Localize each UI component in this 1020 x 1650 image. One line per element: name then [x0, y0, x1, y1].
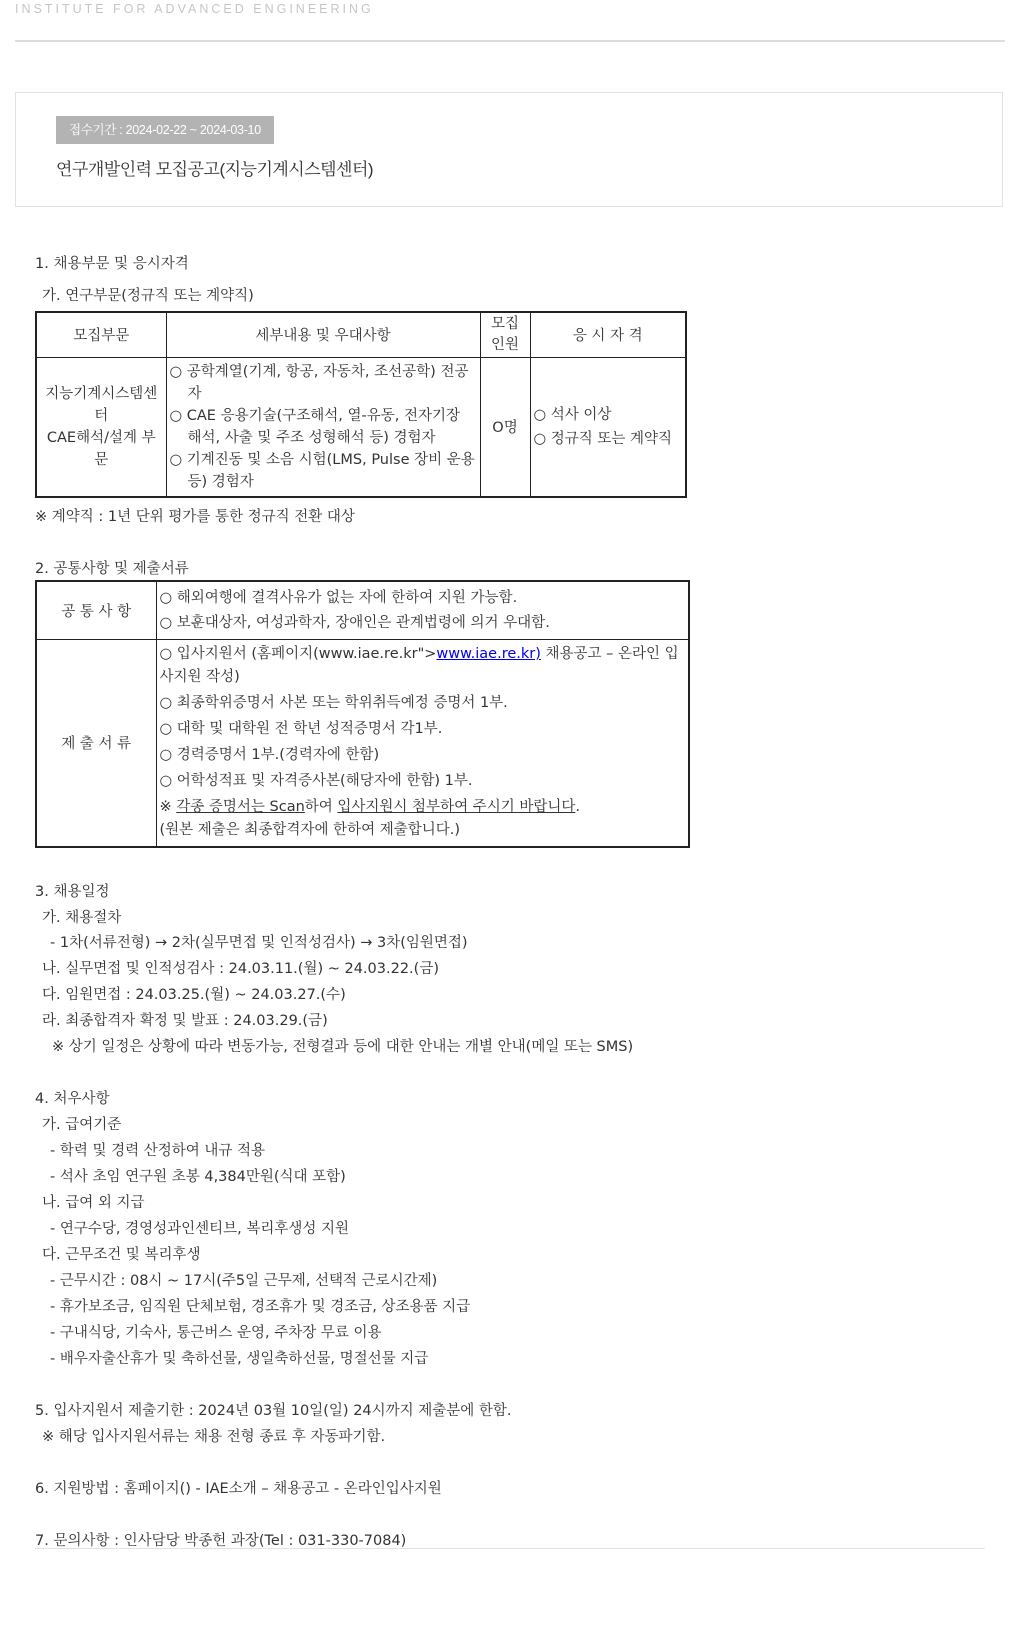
- common-item: ○ 보훈대상자, 여성과학자, 장애인은 관계법령에 의거 우대함.: [159, 614, 550, 631]
- qualification-item: ○ 석사 이상: [533, 406, 612, 423]
- benefit-c3: - 구내식당, 기숙사, 통근버스 운영, 주차장 무료 이용: [50, 1325, 382, 1341]
- detail-item: ○ 기계진동 및 소음 시험(LMS, Pulse 장비 운용 등) 경험자: [169, 451, 475, 490]
- common-row: [36, 581, 689, 639]
- schedule-a1: - 1차(서류전형) → 2차(실무면접 및 인적성검사) → 3차(임원면접): [50, 935, 468, 951]
- section-7-heading: 7. 문의사항 : 인사담당 박종헌 과장(Tel : 031-330-7084): [35, 1533, 407, 1549]
- notice-title: 연구개발인력 모집공고(지능기계시스템센터): [56, 160, 374, 179]
- benefit-c2: - 휴가보조금, 임직원 단체보험, 경조휴가 및 경조금, 상조용품 지급: [50, 1299, 471, 1315]
- scan-note-text: ※: [159, 799, 177, 816]
- doc-item-application: [160, 643, 686, 689]
- common-label: 공 통 사 항: [36, 581, 156, 639]
- section-1-heading: 1. 채용부문 및 응시자격: [35, 256, 189, 272]
- dept-cell: 지능기계시스템센터 CAE해석/설계 부문: [36, 357, 166, 497]
- docs-label: 제 출 서 류: [36, 639, 156, 847]
- recruit-table-header-row: [36, 312, 686, 357]
- schedule-note: ※ 상기 일정은 상황에 따라 변동가능, 전형결과 등에 대한 안내는 개별 안내(메일 또는 SMS): [52, 1039, 634, 1055]
- th-qualifications: 응 시 자 격: [530, 312, 686, 357]
- schedule-a: 가. 채용절차: [42, 910, 122, 926]
- th-dept: 모집부문: [36, 312, 166, 357]
- requirements-table: [35, 580, 690, 848]
- schedule-c: 다. 임원면접 : 24.03.25.(월) ~ 24.03.27.(수): [42, 987, 346, 1003]
- qualifications-cell: [530, 357, 686, 497]
- section-2-heading: 2. 공통사항 및 제출서류: [35, 561, 189, 577]
- common-item: ○ 해외여행에 결격사유가 없는 자에 한하여 지원 가능함.: [159, 589, 518, 606]
- section-1-sub: 가. 연구부문(정규직 또는 계약직): [42, 288, 254, 304]
- bottom-divider: [35, 1548, 985, 1549]
- section-5-heading: 5. 입사지원서 제출기한 : 2024년 03월 10일(일) 24시까지 제출분에 한함.: [35, 1403, 512, 1419]
- scan-note-text: 각종 증명서는 Scan: [176, 799, 305, 816]
- recruit-table: [35, 311, 687, 498]
- th-headcount: 모집 인원: [480, 312, 530, 357]
- headcount-cell: O명: [480, 357, 530, 497]
- original-note: (원본 제출은 최종합격자에 한하여 제출합니다.): [159, 822, 460, 839]
- scan-note-text: 입사지원시 첨부하여 주시기 바랍니다: [337, 799, 576, 816]
- scan-note-text: 하여: [304, 799, 338, 816]
- docs-row: [36, 639, 689, 847]
- period-badge: 접수기간 : 2024-02-22 ~ 2024-03-10: [56, 116, 274, 144]
- doc-item: ○ 경력증명서 1부.(경력자에 한함): [159, 747, 380, 764]
- benefit-b: 나. 급여 외 지급: [42, 1195, 145, 1211]
- doc-item: ○ 대학 및 대학원 전 학년 성적증명서 각1부.: [159, 721, 443, 738]
- schedule-b: 나. 실무면접 및 인적성검사 : 24.03.11.(월) ~ 24.03.22.(금): [42, 961, 439, 977]
- details-cell: [166, 357, 480, 497]
- docs-cell: [156, 639, 689, 847]
- recruit-table-row: [36, 357, 686, 497]
- benefit-c4: - 배우자출산휴가 및 축하선물, 생일축하선물, 명절선물 지급: [50, 1351, 429, 1367]
- contract-note: ※ 계약직 : 1년 단위 평가를 통한 정규직 전환 대상: [35, 509, 355, 525]
- qualification-item: ○ 정규직 또는 계약직: [533, 430, 673, 447]
- benefit-a2: - 석사 초임 연구원 초봉 4,384만원(식대 포함): [50, 1169, 346, 1185]
- homepage-link[interactable]: www.iae.re.kr): [436, 646, 541, 663]
- benefit-a1: - 학력 및 경력 산정하여 내규 적용: [50, 1143, 265, 1159]
- site-header: [15, 0, 1005, 42]
- benefit-c: 다. 근무조건 및 복리후생: [42, 1247, 201, 1263]
- doc-item: ○ 최종학위증명서 사본 또는 학위취득예정 증명서 1부.: [159, 695, 508, 712]
- benefit-c1: - 근무시간 : 08시 ~ 17시(주5일 근무제, 선택적 근로시간제): [50, 1273, 438, 1289]
- notice-card: [15, 92, 1003, 207]
- section-6-heading: 6. 지원방법 : 홈페이지() - IAE소개 – 채용공고 - 온라인입사지원: [35, 1481, 442, 1497]
- th-details: 세부내용 및 우대사항: [166, 312, 480, 357]
- section-4-heading: 4. 처우사항: [35, 1091, 110, 1107]
- detail-item: ○ CAE 응용기술(구조해석, 열-유동, 전자기장 해석, 사출 및 주조 성형해석 등) 경험자: [169, 407, 461, 446]
- section-3-heading: 3. 채용일정: [35, 884, 110, 900]
- common-cell: [156, 581, 689, 639]
- brand-logo-text[interactable]: INSTITUTE FOR ADVANCED ENGINEERING: [15, 2, 374, 16]
- deadline-note: ※ 해당 입사지원서류는 채용 전형 종료 후 자동파기함.: [42, 1429, 386, 1445]
- scan-note-text: .: [575, 799, 580, 816]
- detail-item: ○ 공학계열(기계, 항공, 자동차, 조선공학) 전공자: [169, 363, 469, 402]
- benefit-a: 가. 급여기준: [42, 1117, 122, 1133]
- benefit-b1: - 연구수당, 경영성과인센티브, 복리후생성 지원: [50, 1221, 350, 1237]
- scan-note: [160, 796, 686, 819]
- doc-item-text: 채용공고 – 온라인 입사지원 작성): [159, 646, 679, 686]
- doc-item: ○ 어학성적표 및 자격증사본(해당자에 한함) 1부.: [159, 773, 473, 790]
- schedule-d: 라. 최종합격자 확정 및 발표 : 24.03.29.(금): [42, 1013, 328, 1029]
- doc-item-text: ○ 입사지원서 (홈페이지(www.iae.re.kr">: [159, 646, 437, 663]
